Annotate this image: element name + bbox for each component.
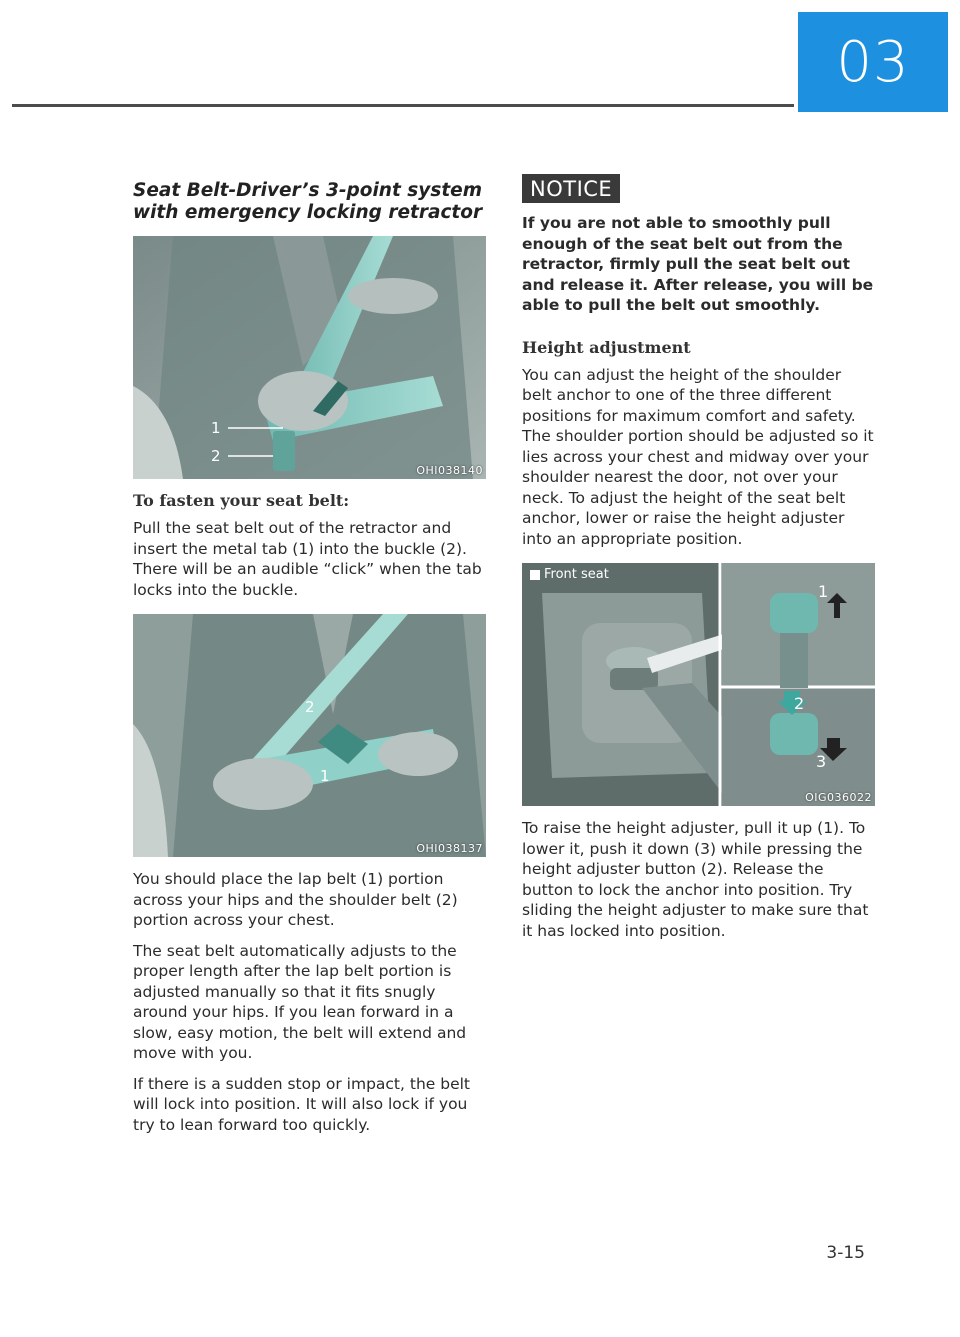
paragraph: You can adjust the height of the shoulder belt anchor to one of the three different positions for maximum comfort and safety. The shoulder portion should be adjusted so it lies across your chest and midway over your shoulder nearest the door, not over your neck. To adjust the height of the seat belt anchor, lower or raise the height adjuster into an appropriate position. <box>522 365 874 548</box>
paragraph: You should place the lap belt (1) portion across your hips and the shoulder belt (2) portion across your chest. <box>133 870 458 929</box>
notice-badge: NOTICE <box>522 174 620 203</box>
figure-code: OHI038137 <box>416 842 483 855</box>
callout-1: 1 <box>320 767 330 785</box>
callout-2: 2 <box>794 694 805 713</box>
paragraph: Pull the seat belt out of the retractor and insert the metal tab (1) into the buckle (2). There will be an audible “click” when the tab locks into the buckle. <box>133 519 482 599</box>
paragraph: To raise the height adjuster, pull it up (1). To lower it, push it down (3) while pressing the height adjuster button (2). Release the button to lock the anchor into position. Try sliding the height adjuster to make sure that it has locked into position. <box>522 819 869 940</box>
subheading-height: Height adjustment <box>522 337 691 357</box>
chapter-tab: 03 <box>798 12 948 112</box>
height-adjuster-illustration <box>522 563 875 806</box>
notice-text: If you are not able to smoothly pull enough of the seat belt out from the retractor, firmly pull the seat belt out and release it. After release, you will be able to pull the belt out smoothly. <box>522 214 874 314</box>
figure-belt-position <box>133 614 486 857</box>
figure-code: OIG036022 <box>805 791 872 804</box>
callout-2: 2 <box>211 447 221 465</box>
callout-1: 1 <box>818 582 829 601</box>
seatbelt-position-illustration <box>133 614 486 857</box>
header-rule <box>12 104 794 107</box>
paragraph: If there is a sudden stop or impact, the belt will lock into position. It will also lock if you try to lean forward too quickly. <box>133 1074 470 1134</box>
seatbelt-fasten-illustration <box>133 236 486 479</box>
figure-label <box>530 567 609 582</box>
page-number: 3-15 <box>826 1243 865 1263</box>
callout-3: 3 <box>816 752 827 771</box>
figure-label-text: Front seat <box>544 567 609 582</box>
subheading-fasten: To fasten your seat belt: <box>133 491 350 510</box>
callout-2: 2 <box>305 698 315 716</box>
figure-height-adjuster <box>522 563 875 806</box>
figure-code: OHI038140 <box>416 464 483 477</box>
figure-fasten-belt <box>133 236 486 479</box>
square-bullet-icon <box>530 570 540 580</box>
paragraph: The seat belt automatically adjusts to the proper length after the lap belt portion is adjusted manually so that it fits snugly around your hips. If you lean forward in a slow, easy motion, the belt will extend and move with you. <box>133 941 467 1062</box>
callout-1: 1 <box>211 419 221 437</box>
left-column <box>133 180 485 1145</box>
right-column <box>522 174 874 951</box>
section-title: Seat Belt-Driver’s 3-point system with emergency locking retractor <box>133 180 483 223</box>
